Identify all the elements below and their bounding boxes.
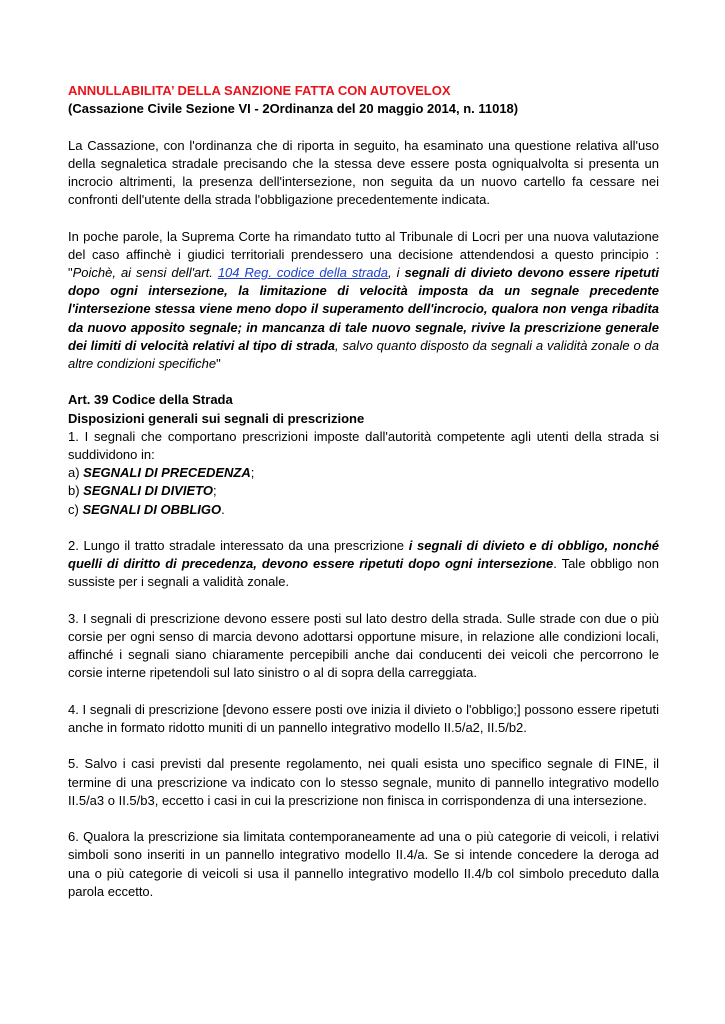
intro-paragraph: La Cassazione, con l'ordinanza che di riporta in seguito, ha esaminato una questione relativa all'uso della segnaletica stradale precisando che la stessa deve essere posta ogniqualvolta si presenta un incrocio altrimenti, la presenza dell'intersezione, non seguita da un nuovo cartello fa cessare nei confronti dell'utente della strada l'obbligazione precedentemente indicata. xyxy=(68,137,659,208)
article-item-2-start: 2. Lungo il tratto stradale interessato da una prescrizione xyxy=(68,538,409,554)
list-item-text: SEGNALI DI PRECEDENZA xyxy=(83,465,251,481)
list-item xyxy=(68,482,659,500)
principle-italic-text-2: , i xyxy=(388,265,405,280)
principle-bold-text: segnali di divieto devono essere ripetuti dopo ogni intersezione, la limitazione di velocità imposta da un segnale precedente l'intersezione stessa viene meno dopo il superamento dell'incrocio, qualora non venga ribadita da nuovo apposito segnale; in mancanza di tale nuovo segnale, rivive la prescrizione generale dei limiti di velocità relativi al tipo di strada xyxy=(68,265,659,353)
article-item-2-bold: i segnali di divieto e di obbligo, nonché quelli di diritto di precedenza, devono essere ripetuti dopo ogni intersezione xyxy=(68,538,659,572)
reg-codice-strada-link[interactable]: 104 Reg. codice della strada xyxy=(217,265,388,280)
article-item-6: 6. Qualora la prescrizione sia limitata contemporaneamente ad una o più categorie di veicoli, i relativi simboli sono inseriti in un pannello integrativo modello II.4/a. Se si intende concedere la deroga ad una o più categorie di veicoli si usa il pannello integrativo modello II.4/b col simbolo preceduto dalla parola eccetto. xyxy=(68,829,659,899)
document-title: ANNULLABILITA’ DELLA SANZIONE FATTA CON AUTOVELOX xyxy=(68,83,451,98)
list-item xyxy=(68,501,659,519)
list-item-prefix: b) xyxy=(68,483,84,499)
article-item-3: 3. I segnali di prescrizione devono essere posti sul lato destro della strada. Sulle strade con due o più corsie per ogni senso di marcia devono adottarsi opportune misure, in relazione alle condizioni locali, affinché i segnali siano chiaramente percepibili anche dai conducenti dei veicoli che percorrono le corsie interne ripetendoli sul lato sinistro o al di sopra della carreggiata. xyxy=(68,610,659,681)
document-subtitle: (Cassazione Civile Sezione VI - 2Ordinanza del 20 maggio 2014, n. 11018) xyxy=(68,101,519,117)
list-item-text: SEGNALI DI DIVIETO xyxy=(83,483,213,499)
article-item-4: 4. I segnali di prescrizione [devono essere posti ove inizia il divieto o l'obbligo;] possono essere ripetuti anche in formato ridotto muniti di un pannello integrativo modello II.5/a2, II.5/b2. xyxy=(68,701,659,736)
article-item-2 xyxy=(68,537,659,592)
article-heading: Art. 39 Codice della Strada xyxy=(68,392,233,408)
list-item-suffix: . xyxy=(221,501,225,517)
principle-closing-quote: " xyxy=(216,356,221,372)
principle-italic-text: Poichè, ai sensi dell'art. xyxy=(72,265,218,280)
list-item-suffix: ; xyxy=(212,483,217,499)
article-subheading: Disposizioni generali sui segnali di prescrizione xyxy=(68,410,365,426)
principle-paragraph xyxy=(68,228,659,374)
article-item-2-end: . Tale obbligo non sussiste per i segnali a validità zonale. xyxy=(68,556,659,590)
article-item-5: 5. Salvo i casi previsti dal presente regolamento, nei quali esista uno specifico segnale di FINE, il termine di una prescrizione va indicato con lo stesso segnale, munito di pannello integrativo modello II.5/a3 o II.5/b3, eccetto i casi in cui la prescrizione non finisca in corrispondenza di una intersezione. xyxy=(68,756,659,808)
list-item xyxy=(68,464,659,482)
article-item-1: 1. I segnali che comportano prescrizioni imposte dall'autorità competente agli utenti della strada si suddividono in: xyxy=(68,428,659,463)
principle-intro-text: In poche parole, la Suprema Corte ha rimandato tutto al Tribunale di Locri per una nuova valutazione del caso affinchè i giudici territoriali prendessero una decisione attendendosi a questo principio : " xyxy=(68,228,659,280)
principle-italic-text-3: , salvo quanto disposto da segnali a validità zonale o da altre condizioni specifiche xyxy=(68,337,659,372)
list-item-suffix: ; xyxy=(250,465,255,481)
list-item-prefix: c) xyxy=(68,501,83,517)
list-item-prefix: a) xyxy=(68,465,84,481)
list-item-text: SEGNALI DI OBBLIGO xyxy=(82,501,222,517)
